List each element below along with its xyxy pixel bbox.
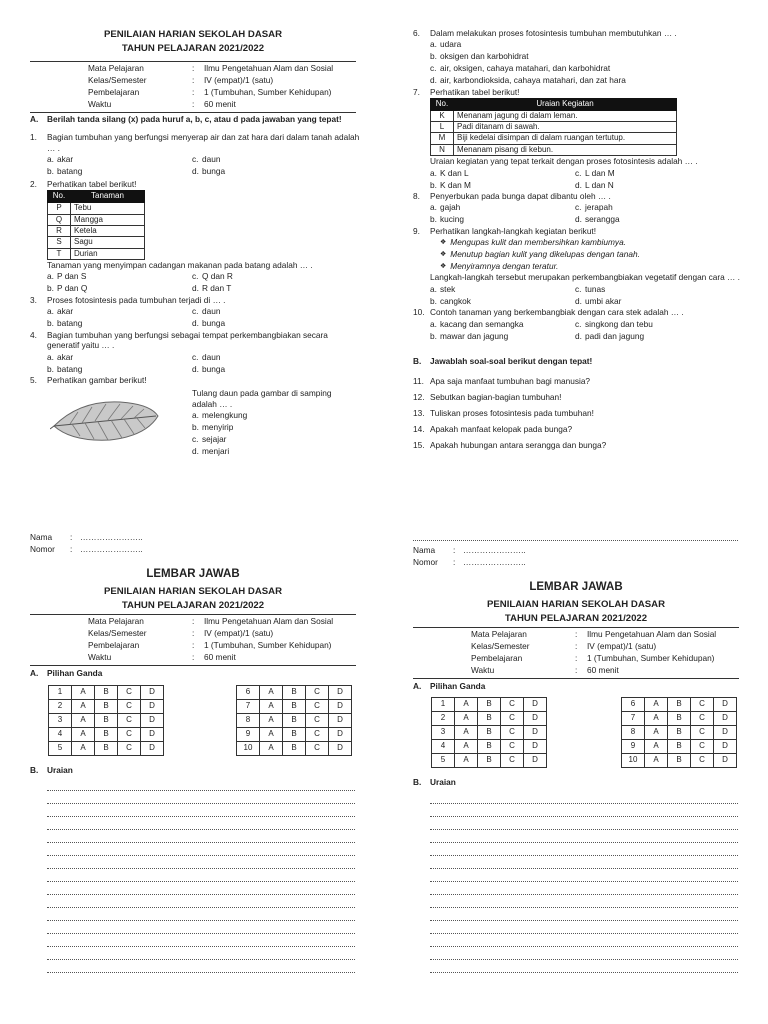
choice-d[interactable]: D: [524, 726, 547, 740]
answer-row: 10 A B C D: [237, 742, 352, 756]
step-item: ❖ Menyiramnya dengan teratur.: [440, 260, 743, 272]
question-4: 4. Bagian tumbuhan yang berfungsi sebagai tempat perkembangbiakan secara generatif yaitu … .: [30, 329, 328, 351]
choice-a[interactable]: A: [72, 728, 95, 742]
answer-row: 6 A B C D: [622, 698, 737, 712]
option[interactable]: a. akar: [47, 153, 74, 164]
choice-c[interactable]: C: [118, 700, 141, 714]
essay-questions: [413, 374, 743, 454]
choice-d[interactable]: D: [329, 700, 352, 714]
option[interactable]: d. menjari: [192, 446, 230, 457]
choice-c[interactable]: C: [691, 754, 714, 768]
section-a-heading: A. Berilah tanda silang (x) pada huruf a, b, c, atau d pada jawaban yang tepat!: [30, 114, 342, 124]
choice-b[interactable]: B: [283, 686, 306, 700]
exam-header-left: [30, 28, 356, 56]
info-row-subject: Mata Pelajaran : Ilmu Pengetahuan Alam dan Sosial: [88, 63, 334, 74]
essay-answer-lines-right[interactable]: [430, 791, 738, 973]
answer-row: 5 A B C D: [432, 754, 547, 768]
number-field[interactable]: Nomor : …………………..: [413, 556, 526, 567]
question-5: 5. Perhatikan gambar berikut!: [30, 375, 147, 386]
choice-a[interactable]: A: [455, 698, 478, 712]
essay-question: 15. Apakah hubungan antara serangga dan bunga?: [413, 440, 607, 451]
choice-c[interactable]: C: [691, 740, 714, 754]
option[interactable]: c. Q dan R: [192, 271, 233, 282]
answer-sheet-header-right: LEMBAR JAWAB PENILAIAN HARIAN SEKOLAH DASAR TAHUN PELAJARAN 2021/2022: [486, 581, 666, 624]
choice-d[interactable]: D: [329, 742, 352, 756]
question-1: 1. Bagian tumbuhan yang berfungsi menyerap air dan zat hara dari dalam tanah adalah … .: [30, 131, 360, 153]
choice-b[interactable]: B: [95, 700, 118, 714]
choice-a[interactable]: A: [260, 714, 283, 728]
choice-a[interactable]: A: [645, 740, 668, 754]
leaf-icon: [50, 396, 160, 444]
choice-a[interactable]: A: [455, 712, 478, 726]
choice-b[interactable]: B: [95, 714, 118, 728]
choice-d[interactable]: D: [329, 686, 352, 700]
name-fields-right: [413, 544, 613, 568]
choice-d[interactable]: D: [714, 754, 737, 768]
choice-b[interactable]: B: [95, 686, 118, 700]
option[interactable]: a. akar: [47, 351, 74, 362]
option[interactable]: c. daun: [192, 306, 221, 317]
answer-row: 6 A B C D: [237, 686, 352, 700]
option[interactable]: a. udara: [430, 39, 462, 50]
answer-sheet-title: LEMBAR JAWAB: [146, 568, 240, 580]
answer-row: 5 A B C D: [49, 742, 164, 756]
choice-c[interactable]: C: [306, 700, 329, 714]
answer-info-table-right: Mata Pelajaran : Ilmu Pengetahuan Alam dan Sosial Kelas/Semester : IV (empat)/1 (satu) Pembelajaran : 1 (Tumbuhan, Sumber Kehidupan) Waktu : 60 menit: [413, 627, 739, 679]
answer-row: 2 A B C D: [432, 712, 547, 726]
exam-year: TAHUN PELAJARAN 2021/2022: [121, 42, 265, 54]
question-9-options: [413, 283, 743, 307]
choice-c[interactable]: C: [306, 728, 329, 742]
answer-row: 2 A B C D: [49, 700, 164, 714]
choice-c[interactable]: C: [306, 686, 329, 700]
question-2-options: [30, 271, 360, 295]
choice-a[interactable]: A: [72, 742, 95, 756]
choice-d[interactable]: D: [714, 740, 737, 754]
choice-a[interactable]: A: [260, 742, 283, 756]
choice-b[interactable]: B: [283, 714, 306, 728]
answer-row: 7 A B C D: [237, 700, 352, 714]
question-4-options: [30, 351, 360, 375]
choice-b[interactable]: B: [668, 740, 691, 754]
section-a-questions: [30, 114, 360, 458]
info-row-lesson: Pembelajaran : 1 (Tumbuhan, Sumber Kehidupan): [88, 86, 332, 97]
choice-c[interactable]: C: [118, 742, 141, 756]
answer-section-b-left: B. Uraian: [30, 765, 73, 775]
option[interactable]: d. L dan N: [575, 179, 614, 190]
dotted-separator: [413, 540, 738, 541]
choice-a[interactable]: A: [260, 700, 283, 714]
answer-row: 4 A B C D: [432, 740, 547, 754]
question-8-options: [413, 202, 743, 226]
option[interactable]: c. sejajar: [192, 434, 227, 445]
option[interactable]: c. jerapah: [575, 202, 613, 213]
choice-c[interactable]: C: [306, 742, 329, 756]
option[interactable]: d. R dan T: [192, 283, 232, 294]
question-8: 8. Penyerbukan pada bunga dapat dibantu oleh … .: [413, 190, 611, 201]
question-6-options: [413, 39, 743, 87]
question-6: 6. Dalam melakukan proses fotosintesis tumbuhan membutuhkan … .: [413, 28, 677, 38]
activities-table: No. Uraian Kegiatan K Menanam jagung di dalam leman. L Padi ditanam di sawah. M Biji kedelai disimpan di dalam ruangan tertutup. N Menanam pisang di kebun.: [430, 98, 677, 157]
option[interactable]: c. daun: [192, 351, 221, 362]
question-10-options: [413, 318, 743, 342]
essay-question: 11. Apa saja manfaat tumbuhan bagi manusia?: [413, 376, 591, 387]
choice-b[interactable]: B: [283, 728, 306, 742]
table-row: S Sagu: [48, 237, 145, 248]
option[interactable]: d. bunga: [192, 318, 226, 329]
answer-grid-6-10-right: [621, 697, 737, 768]
choice-b[interactable]: B: [668, 754, 691, 768]
question-7-prompt: Uraian kegiatan yang tepat terkait dengan proses fotosintesis adalah … .: [430, 156, 698, 167]
question-2-prompt: Tanaman yang menyimpan cadangan makanan pada batang adalah … .: [47, 260, 313, 271]
option[interactable]: a. P dan S: [47, 271, 87, 282]
table-row: Q Mangga: [48, 214, 145, 225]
choice-b[interactable]: B: [95, 742, 118, 756]
choice-b[interactable]: B: [283, 700, 306, 714]
option[interactable]: c. L dan M: [575, 167, 615, 178]
question-5-side: Tulang daun pada gambar di samping adalah … . a. melengkung b. menyirip c. sejajar d. menjari: [192, 388, 357, 458]
choice-d[interactable]: D: [141, 686, 164, 700]
choice-a[interactable]: A: [72, 700, 95, 714]
essay-question: 12. Sebutkan bagian-bagian tumbuhan!: [413, 392, 562, 403]
question-10: 10. Contoh tanaman yang berkembangbiak dengan cara stek adalah … .: [413, 307, 684, 318]
choice-b[interactable]: B: [668, 726, 691, 740]
option[interactable]: b. batang: [47, 165, 83, 176]
name-field[interactable]: Nama : …………………..: [30, 531, 143, 542]
choice-c[interactable]: C: [501, 740, 524, 754]
answer-section-a-left: A. Pilihan Ganda: [30, 668, 103, 678]
answer-row: 4 A B C D: [49, 728, 164, 742]
option[interactable]: b. K dan M: [430, 179, 471, 190]
answer-row: 9 A B C D: [622, 740, 737, 754]
choice-a[interactable]: A: [645, 726, 668, 740]
choice-c[interactable]: C: [501, 712, 524, 726]
choice-a[interactable]: A: [260, 728, 283, 742]
choice-b[interactable]: B: [668, 698, 691, 712]
choice-b[interactable]: B: [478, 726, 501, 740]
number-field[interactable]: Nomor : …………………..: [30, 543, 143, 554]
plants-table: No. Tanaman P Tebu Q Mangga R Ketela S Sagu T Durian: [47, 190, 145, 260]
option[interactable]: b. cangkok: [430, 295, 471, 306]
option[interactable]: d. bunga: [192, 165, 226, 176]
answer-row: 8 A B C D: [622, 726, 737, 740]
step-item: ❖ Menutup bagian kulit yang dikelupas dengan tanah.: [440, 248, 743, 260]
choice-d[interactable]: D: [141, 728, 164, 742]
leaf-image: [30, 388, 192, 458]
choice-d[interactable]: D: [714, 712, 737, 726]
name-fields-left: [30, 531, 230, 555]
question-9-prompt: Langkah-langkah tersebut merupakan perkembangbiakan vegetatif dengan cara … .: [430, 272, 740, 283]
option[interactable]: b. oksigen dan karbohidrat: [430, 51, 529, 62]
choice-c[interactable]: C: [691, 726, 714, 740]
choice-c[interactable]: C: [118, 714, 141, 728]
choice-b[interactable]: B: [283, 742, 306, 756]
choice-a[interactable]: A: [645, 712, 668, 726]
exam-title: PENILAIAN HARIAN SEKOLAH DASAR: [103, 29, 283, 40]
option[interactable]: b. batang: [47, 318, 83, 329]
answer-row: 3 A B C D: [49, 714, 164, 728]
answer-row: 7 A B C D: [622, 712, 737, 726]
question-9: 9. Perhatikan langkah-langkah kegiatan berikut!: [413, 225, 597, 236]
answer-section-a-right: A. Pilihan Ganda: [413, 681, 486, 691]
answer-row: 9 A B C D: [237, 728, 352, 742]
question-3-options: [30, 306, 360, 330]
choice-d[interactable]: D: [141, 700, 164, 714]
choice-d[interactable]: D: [524, 698, 547, 712]
option[interactable]: a. K dan L: [430, 167, 469, 178]
option[interactable]: a. stek: [430, 283, 456, 294]
choice-a[interactable]: A: [645, 754, 668, 768]
exam-info-table: [30, 61, 356, 113]
answer-row: 1 A B C D: [49, 686, 164, 700]
answer-row: 1 A B C D: [432, 698, 547, 712]
choice-a[interactable]: A: [455, 726, 478, 740]
table-row: R Ketela: [48, 225, 145, 236]
choice-b[interactable]: B: [478, 712, 501, 726]
choice-c[interactable]: C: [501, 726, 524, 740]
answer-sheet-header-left: LEMBAR JAWAB PENILAIAN HARIAN SEKOLAH DASAR TAHUN PELAJARAN 2021/2022: [30, 566, 356, 612]
info-row-time: Waktu : 60 menit: [88, 98, 236, 109]
choice-d[interactable]: D: [329, 714, 352, 728]
choice-c[interactable]: C: [118, 686, 141, 700]
question-5-body: [30, 388, 360, 458]
option[interactable]: a. kacang dan semangka: [430, 318, 524, 329]
step-item: ❖ Mengupas kulit dan membersihkan kambiumya.: [440, 236, 743, 248]
option[interactable]: d. bunga: [192, 363, 226, 374]
info-row-class: Kelas/Semester : IV (empat)/1 (satu): [88, 75, 274, 86]
choice-c[interactable]: C: [118, 728, 141, 742]
choice-d[interactable]: D: [141, 742, 164, 756]
option[interactable]: b. menyirip: [192, 422, 234, 433]
answer-section-b-right: B. Uraian: [413, 777, 456, 787]
answer-row: 3 A B C D: [432, 726, 547, 740]
option[interactable]: a. melengkung: [192, 410, 248, 421]
choice-b[interactable]: B: [478, 740, 501, 754]
answer-grid-6-10-left: [236, 685, 352, 756]
table-row: L Padi ditanam di sawah.: [431, 121, 677, 132]
choice-a[interactable]: A: [455, 754, 478, 768]
essay-answer-lines-left[interactable]: [47, 778, 355, 973]
table-row: P Tebu: [48, 203, 145, 214]
answer-grid-1-5-left: [48, 685, 164, 756]
answer-grid-1-5-right: [431, 697, 547, 768]
option[interactable]: a. akar: [47, 306, 74, 317]
option[interactable]: b. kucing: [430, 214, 464, 225]
option[interactable]: c. tunas: [575, 283, 606, 294]
question-7: 7. Perhatikan tabel berikut!: [413, 86, 520, 97]
choice-d[interactable]: D: [141, 714, 164, 728]
answer-row: 10 A B C D: [622, 754, 737, 768]
choice-a[interactable]: A: [72, 686, 95, 700]
questions-right-column: [413, 28, 743, 454]
option[interactable]: b. P dan Q: [47, 283, 88, 294]
choice-b[interactable]: B: [668, 712, 691, 726]
choice-c[interactable]: C: [501, 698, 524, 712]
option[interactable]: c. air, oksigen, cahaya matahari, dan karbohidrat: [430, 63, 611, 74]
choice-a[interactable]: A: [645, 698, 668, 712]
option[interactable]: d. air, karbondioksida, cahaya matahari, dan zat hara: [430, 75, 626, 86]
choice-a[interactable]: A: [260, 686, 283, 700]
table-row: M Biji kedelai disimpan di dalam ruangan tertutup.: [431, 133, 677, 144]
choice-d[interactable]: D: [524, 740, 547, 754]
name-field[interactable]: Nama : …………………..: [413, 544, 526, 555]
option[interactable]: d. umbi akar: [575, 295, 622, 306]
option[interactable]: a. gajah: [430, 202, 461, 213]
choice-c[interactable]: C: [501, 754, 524, 768]
choice-d[interactable]: D: [714, 698, 737, 712]
answer-row: 8 A B C D: [237, 714, 352, 728]
choice-b[interactable]: B: [95, 728, 118, 742]
choice-c[interactable]: C: [691, 698, 714, 712]
table-row: T Durian: [48, 248, 145, 259]
question-2: 2. Perhatikan tabel berikut!: [30, 179, 137, 190]
choice-a[interactable]: A: [72, 714, 95, 728]
essay-question: 13. Tuliskan proses fotosintesis pada tumbuhan!: [413, 408, 594, 419]
option[interactable]: b. batang: [47, 363, 83, 374]
option[interactable]: d. padi dan jagung: [575, 330, 645, 341]
choice-c[interactable]: C: [306, 714, 329, 728]
choice-d[interactable]: D: [329, 728, 352, 742]
question-1-options: [30, 153, 360, 177]
option[interactable]: d. serangga: [575, 214, 620, 225]
question-7-options: [413, 167, 743, 191]
choice-b[interactable]: B: [478, 698, 501, 712]
table-row: N Menanam pisang di kebun.: [431, 144, 677, 155]
essay-question: 14. Apakah manfaat kelopak pada bunga?: [413, 424, 573, 435]
question-9-steps: [413, 236, 743, 272]
table-row: K Menanam jagung di dalam leman.: [431, 110, 677, 121]
choice-a[interactable]: A: [455, 740, 478, 754]
choice-d[interactable]: D: [524, 712, 547, 726]
answer-info-table-left: Mata Pelajaran : Ilmu Pengetahuan Alam dan Sosial Kelas/Semester : IV (empat)/1 (satu) Pembelajaran : 1 (Tumbuhan, Sumber Kehidupan) Waktu : 60 menit: [30, 614, 356, 666]
choice-c[interactable]: C: [691, 712, 714, 726]
question-3: 3. Proses fotosintesis pada tumbuhan terjadi di … .: [30, 294, 226, 305]
option[interactable]: c. daun: [192, 153, 221, 164]
option[interactable]: b. mawar dan jagung: [430, 330, 509, 341]
choice-d[interactable]: D: [524, 754, 547, 768]
section-b-heading: B. Jawablah soal-soal berikut dengan tepat!: [413, 356, 593, 367]
choice-d[interactable]: D: [714, 726, 737, 740]
choice-b[interactable]: B: [478, 754, 501, 768]
option[interactable]: c. singkong dan tebu: [575, 318, 653, 329]
